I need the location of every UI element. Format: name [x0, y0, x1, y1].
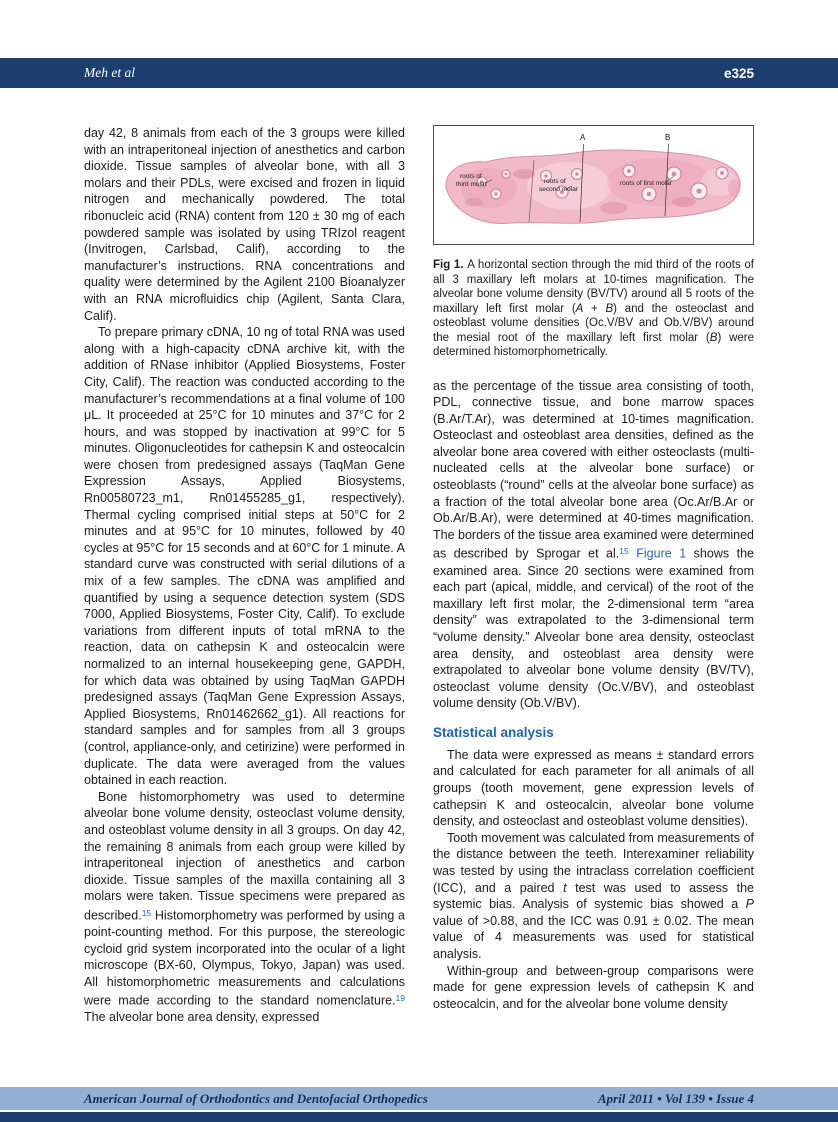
text-segment: ) and the osteoclast and osteoblast volume densities (Oc.V/BV and Ob.V/BV) around the mesial root of the maxillary left first molar ( — [433, 302, 754, 344]
journal-title: American Journal of Orthodontics and Dentofacial Orthopedics — [84, 1090, 428, 1106]
section-heading-statistical-analysis: Statistical analysis — [433, 724, 554, 740]
text-segment: + — [583, 302, 606, 315]
right-column-top-text — [433, 378, 754, 712]
paragraph-comparisons — [433, 963, 754, 1013]
figure-1-link[interactable]: Figure 1 — [636, 546, 687, 561]
paragraph-rna-isolation — [84, 125, 405, 324]
text-segment: A horizontal section through the mid third of the roots of all 3 maxillary left molars at 10-times magnification. The alveolar bone volume density (BV/TV) around all 5 roots of the maxillary left first molar ( — [433, 259, 754, 315]
figure-caption — [433, 258, 754, 360]
issue-info: April 2011 • Vol 139 • Issue 4 — [597, 1090, 754, 1106]
right-column-bottom-text — [433, 747, 754, 1013]
text-segment: Histomorphometry was performed by using a point-counting method. For this purpose, the stereologic cycloid grid system incorporated into the ocular of a light microscope (BX-60, Olympus, Tokyo, Japan) was used. All histomorphometric measurements and calculations were made according to the standard nomenclature. — [84, 908, 405, 1008]
text-segment: Within-group and between-group comparisons were made for gene expression levels of cathepsin K and osteocalcin, and for the alveolar bone volume density — [433, 963, 754, 1011]
text-segment: test was used to assess the systemic bias. Analysis of systemic bias showed a — [433, 880, 754, 912]
page-number: e325 — [723, 65, 754, 81]
region-a-label: A — [580, 133, 586, 142]
right-column — [433, 125, 754, 1026]
third-molar-label-line1: roots of — [460, 173, 482, 180]
second-molar-label-line1: roots of — [544, 178, 566, 185]
second-molar-label-line2: second molar — [539, 186, 579, 193]
text-segment: The data were expressed as means ± standard errors and calculated for each parameter for all animals of all groups (tooth movement, gene expression levels of cathepsin K and osteocalcin, alveolar bone volume density, and osteoclast and osteoblast volume densities). — [433, 747, 754, 829]
footer-band — [0, 1087, 838, 1110]
text-segment: t — [563, 880, 567, 895]
figure-1-caption — [433, 258, 754, 360]
paragraph-data-expression — [433, 747, 754, 830]
figure-caption-label: Fig 1. — [433, 259, 468, 271]
running-head-author: Meh et al — [84, 65, 135, 80]
third-molar-label-line2: third molar — [456, 181, 487, 188]
text-segment: Tooth movement was calculated from measurements of the distance between the teeth. Interexaminer reliability was tested by using the intraclass correlation coefficient (ICC), and a paired — [433, 830, 754, 895]
text-segment: A — [575, 302, 584, 315]
text-segment: The alveolar bone area density, expressed — [84, 1010, 320, 1025]
tissue-section — [446, 150, 740, 223]
text-segment: day 42, 8 animals from each of the 3 groups were killed with an intraperitoneal injection of anesthetics and carbon dioxide. Tissue samples of alveolar bone, with all 3 molars and their PDLs, were excised and frozen in liquid nitrogen and mechanically powdered. The total ribonucleic acid (RNA) content from 120 ± 30 mg of each powdered sample was isolated by using TRIzol reagent (Invitrogen, Carlsbad, Calif), according to the manufacturer’s instructions. RNA concentrations and quality were determined by the Agilent 2100 Bioanalyzer with an RNA microfluidics chip (Agilent, Santa Clara, Calif). — [84, 126, 405, 323]
paragraph-tooth-movement-stats — [433, 830, 754, 963]
text-segment: To prepare primary cDNA, 10 ng of total RNA was used along with a high-capacity cDNA archive kit, with the addition of RNase inhibitor (Applied Biosystems, Foster City, Calif). The reaction was conducted according to the manufacturer’s recommendations at a final volume of 100 μL. It proceeded at 25°C for 10 minutes and 37°C for 2 hours, and was stopped by inactivation at 99°C for 5 minutes. Oligonucleotides for cathepsin K and osteocalcin were chosen from predesigned assays (TaqMan Gene Expression Assays, Applied Biosystems, Rn00580723_m1, Rn01455285_g1, respectively). Thermal cycling comprised initial steps at 50°C for 2 minutes and at 95°C for 10 minutes, followed by 40 cycles at 95°C for 15 seconds and at 60°C for 1 minute. A standard curve was constructed with serial dilutions of a mix of a few samples. The cDNA was amplified and quantified by using a sequence detection system (SDS 7000, Applied Biosystems, Foster City, Calif). To exclude variations from different inputs of total mRNA to the reaction, data on cathepsin K and osteocalcin were normalized to an internal housekeeping gene, GAPDH, for which data was obtained by using TaqMan GAPDH predesigned assays (TaqMan Gene Expression Assays, Applied Biosystems, Rn01462662_g1). All reactions for standard samples and for samples from all 3 groups (control, appliance-only, and cetirizine) were performed in duplicate. The data were averaged from the values obtained in each reaction. — [84, 325, 405, 788]
figure-1 — [433, 125, 754, 245]
paragraph-histomorphometry — [84, 789, 405, 1026]
text-segment: ) were determined histomorphometrically. — [433, 331, 755, 358]
first-molar-label: roots of first molar — [620, 180, 673, 187]
reference-19-link[interactable]: 19 — [395, 993, 405, 1004]
two-column-body — [84, 125, 754, 1026]
text-segment: P — [745, 897, 754, 912]
histology-section-image — [434, 126, 753, 244]
left-column — [84, 125, 405, 1026]
text-segment: as the percentage of the tissue area consisting of tooth, PDL, connective tissue, and bone marrow spaces (B.Ar/T.Ar), was determined at 10-times magnification. Osteoclast and osteoblast area densities, defined as the alveolar bone area covered with either osteoclasts (multi-nucleated cells at the alveolar bone surface) or osteoblasts (“round” cells at the alveolar bone surface) as a fraction of the total alveolar bone area (Oc.Ar/B.Ar or Ob.Ar/B.Ar), were determined at 40-times magnification. The borders of the tissue area examined were determined as described by Sprogar et al. — [433, 378, 755, 561]
paragraph-cdna-pcr — [84, 324, 405, 789]
text-segment: B — [605, 302, 614, 315]
paragraph-area-density — [433, 378, 754, 712]
text-segment: Bone histomorphometry was used to determine alveolar bone volume density, osteoclast volume density, and osteoblast volume density in all 3 groups. On day 42, the remaining 8 animals from each group were killed by intraperitoneal injection of anesthetics and carbon dioxide. Tissue samples of the maxilla containing all 3 molars were taken. Tissue specimens were prepared as described. — [84, 789, 405, 923]
text-segment: value of >0.88, and the ICC was 0.91 ± 0.02. The mean value of 4 measurements was used for statistical analysis. — [433, 913, 754, 961]
text-segment: shows the examined area. Since 20 sections were examined from each part (apical, middle, and cervical) of the root of the maxillary left first molar, the 2-dimensional term “area density” was extrapolated to the 3-dimensional term “volume density.” Alveolar bone area density, osteoclast area density, and osteoblast area density were extrapolated to alveolar bone volume density (BV/TV), osteoclast volume density (Oc.V/BV), and osteoblast volume density (Ob.V/BV). — [433, 546, 754, 711]
reference-15-link[interactable]: 15 — [619, 546, 629, 557]
reference-15-link[interactable]: 15 — [141, 907, 152, 918]
region-b-label: B — [665, 133, 671, 142]
header-band — [0, 58, 838, 88]
text-segment: B — [709, 331, 718, 344]
bottom-strip — [0, 1112, 838, 1122]
